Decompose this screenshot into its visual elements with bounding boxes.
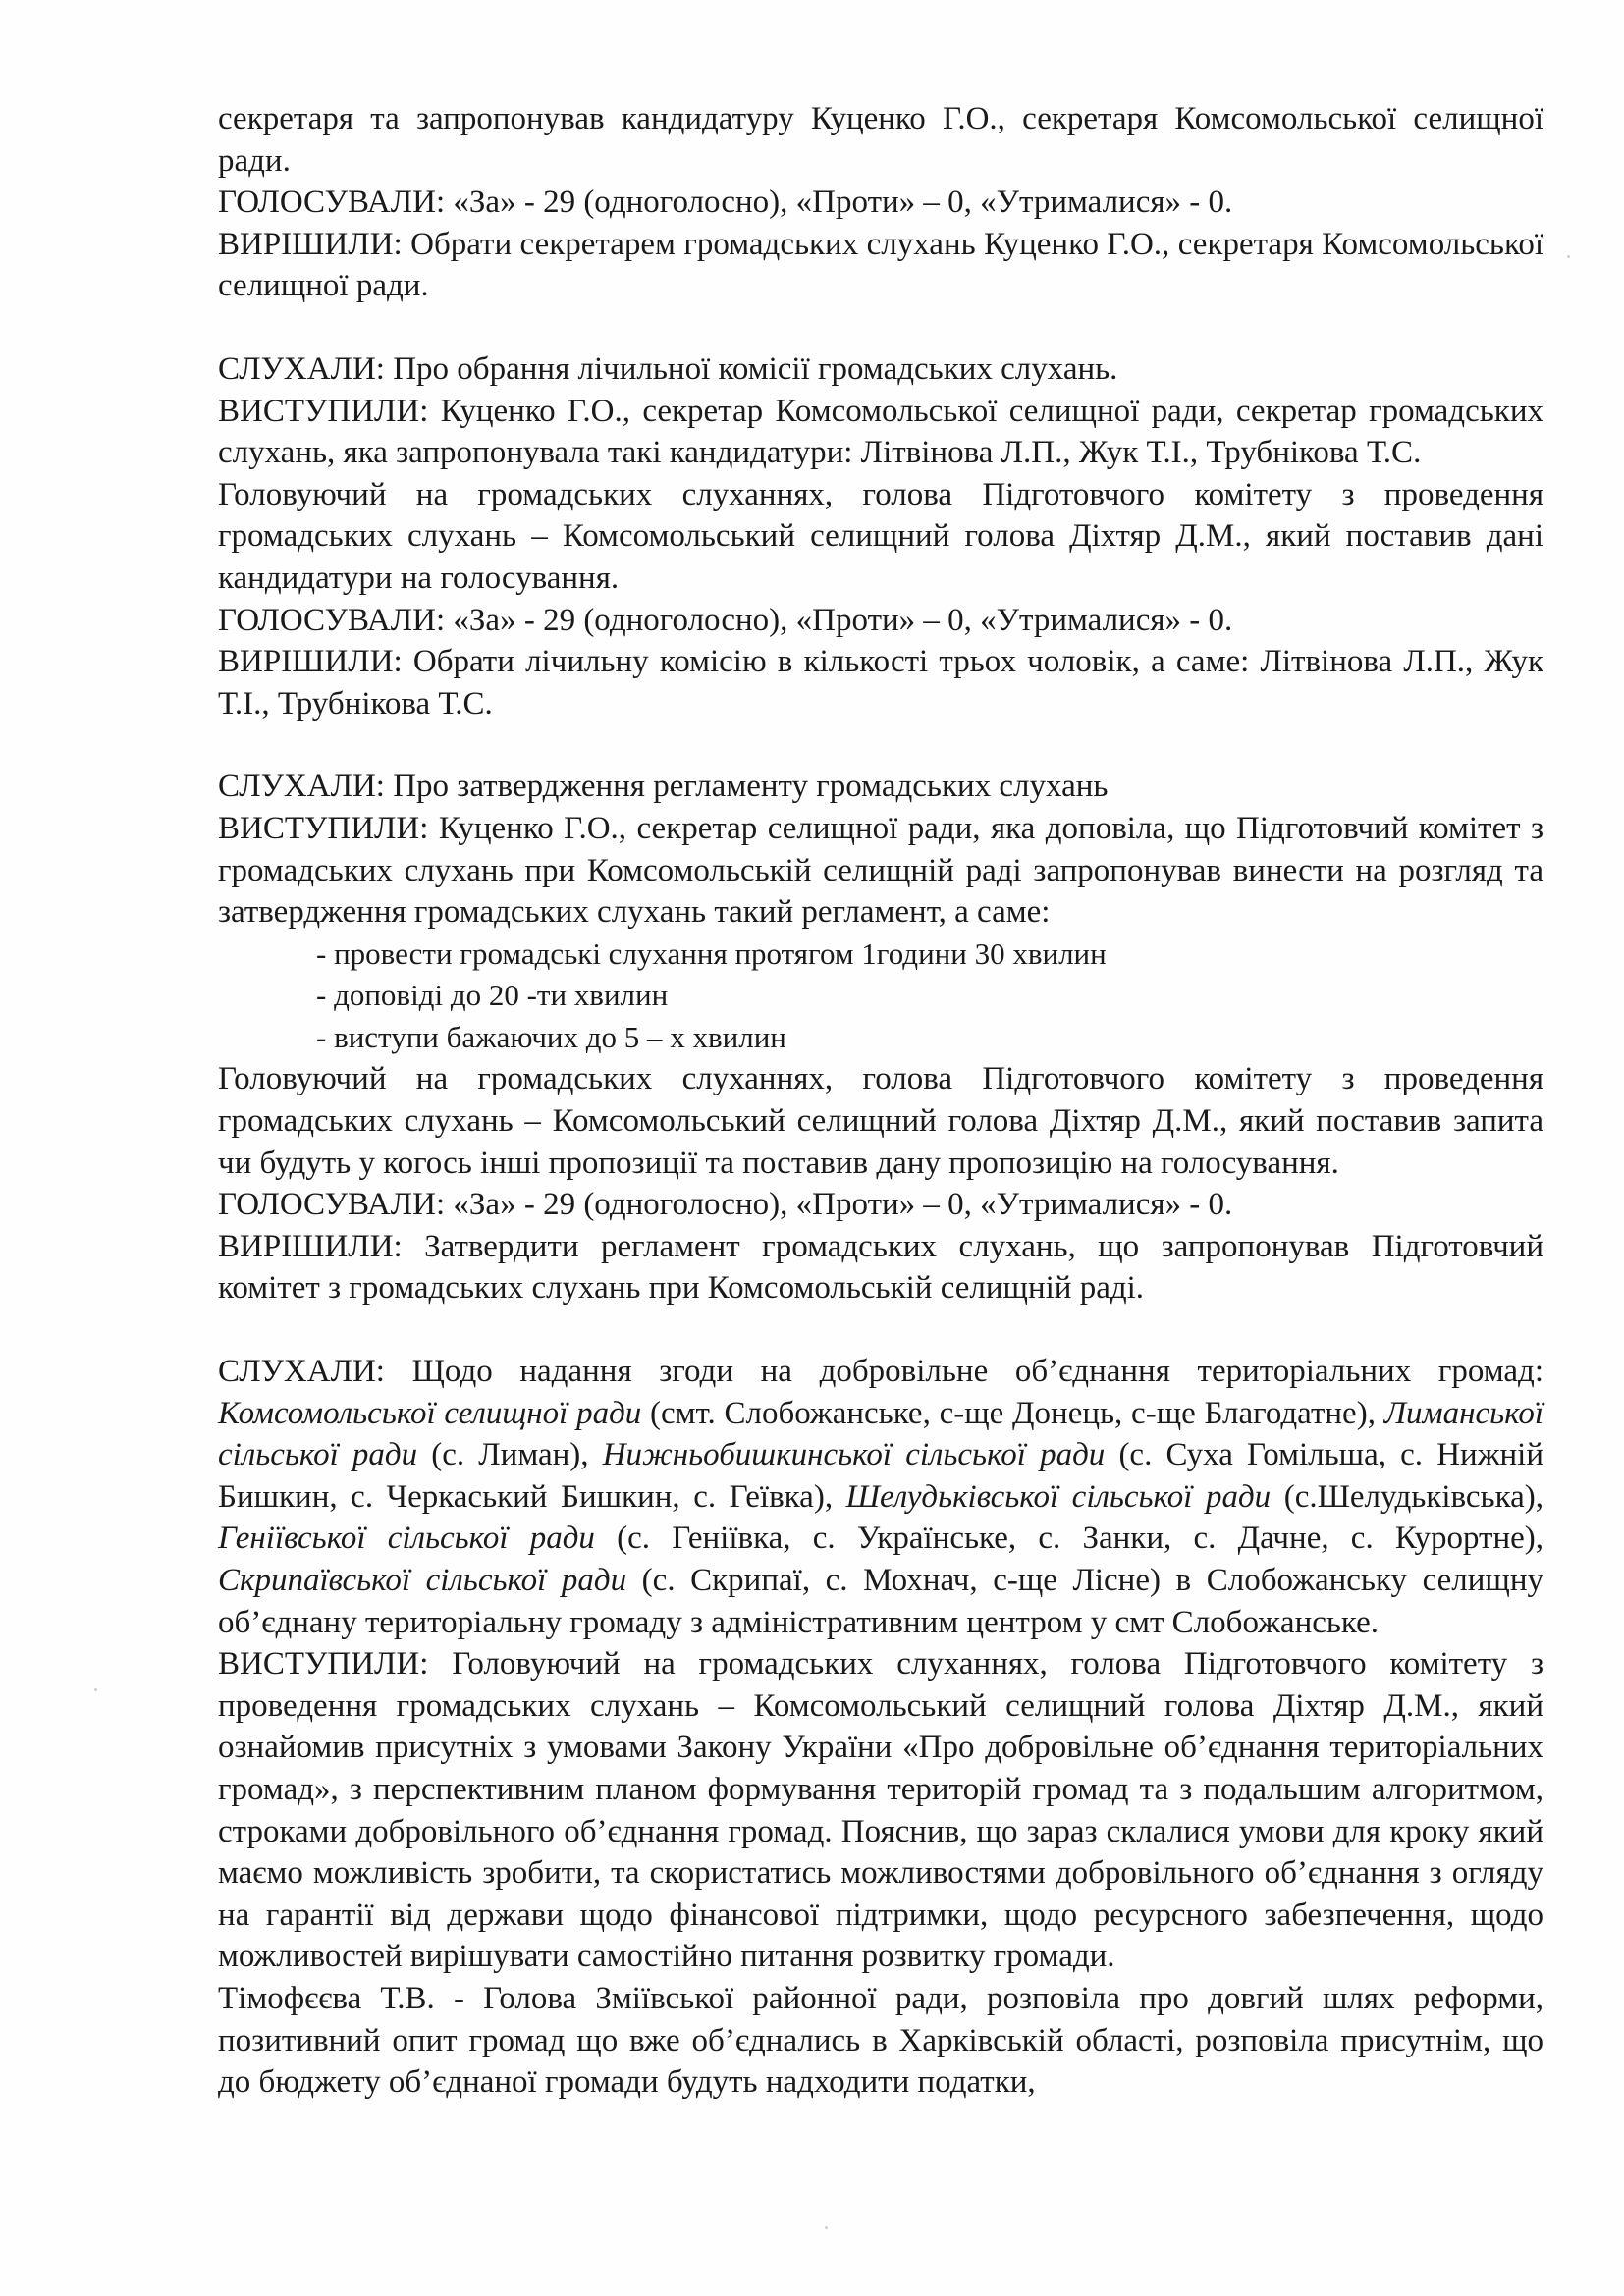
paragraph-heard [218,1351,1543,1643]
scan-speck [825,2226,828,2229]
council-name: Лиманської сільської ради [218,1395,1543,1473]
document-body [218,98,1543,2104]
council-name: Геніївської сільської ради [218,1521,595,1557]
council-places: (с. Скрипаї, с. Мохнач, с-ще Лісне) в Слобожанську селищну об’єднану територіальну громаду з адміністративним центром у смт Слобожанське. [218,1563,1543,1640]
paragraph-timofeeva: Тімофєєва Т.В. - Голова Зміївської районної ради, розповіла про довгий шлях реформи, позитивний опит громад що вже об’єднались в Харківській області, розповіла присутнім, що до бюджету об’єднаної громади будуть надходити податки, [218,1980,1543,2101]
council-places: (с.Шелудьківська), [1271,1478,1543,1515]
scan-speck [1567,255,1570,258]
council-name: Шелудьківської сільської ради [845,1478,1272,1515]
scan-speck [94,1688,97,1691]
section-regulations [218,766,1543,1309]
paragraph-chair: Головуючий на громадських слуханнях, голова Підготовчого комітету з проведення громадських слухань – Комсомольський селищний голова Діхтяр Д.М., який поставив запита чи будуть у когось інші пропозиції та поставив дану пропозицію на голосування. [218,1061,1543,1181]
paragraph-continuation: секретаря та запропонував кандидатуру Куценко Г.О., секретаря Комсомольської селищної ради. [218,101,1543,179]
paragraph-heard: СЛУХАЛИ: Про обрання лічильної комісії громадських слухань. [218,350,1118,387]
paragraph-spoke: ВИСТУПИЛИ: Головуючий на громадських слуханнях, голова Підготовчого комітету з проведення громадських слухань – Комсомольський селищний голова Діхтяр Д.М., який ознайомив присутніх з умовами Закону України «Про добровільне об’єднання територіальних громад», з перспективним планом формування територій громад та з подальшим алгоритмом, строками добровільного об’єднання громад. Пояснив, що зараз склалися умови для кроку який маємо можливість зробити, та скористатись можливостями добровільного об’єднання з огляду на гарантії від держави щодо фінансової підтримки, щодо ресурсного забезпечення, щодо можливостей вирішувати самостійно питання розвитку громади. [218,1646,1543,1975]
council-places: (с. Лиман), [417,1437,603,1473]
list-item: - виступи бажаючих до 5 – х хвилин [316,1019,786,1054]
paragraph-decided: ВИРІШИЛИ: Обрати секретарем громадських слухань Куценко Г.О., секретаря Комсомольської селищної ради. [218,226,1543,304]
paragraph-spoke: ВИСТУПИЛИ: Куценко Г.О., секретар селищної ради, яка доповіла, що Підготовчий комітет з громадських слухань при Комсомольській селищній раді запропонував винести на розгляд та затвердження громадських слухань такий регламент, а саме: [218,810,1543,931]
section-secretary-election [218,98,1543,307]
section-community-merger [218,1351,1543,2104]
council-name: Скрипаївської сільської ради [218,1563,627,1598]
paragraph-decided: ВИРІШИЛИ: Затвердити регламент громадських слухань, що запропонував Підготовчий комітет з громадських слухань при Комсомольській селищній раді. [218,1228,1543,1307]
paragraph-decided: ВИРІШИЛИ: Обрати лічильну комісію в кількості трьох чоловік, а саме: Літвінова Л.П., Жук Т.І., Трубнікова Т.С. [218,644,1543,721]
section-counting-commission [218,348,1543,724]
council-name: Нижньобишкинської сільської ради [602,1437,1106,1473]
council-places: (с. Геніївка, с. Українське, с. Занки, с. Дачне, с. Курортне), [594,1521,1543,1557]
paragraph-voted: ГОЛОСУВАЛИ: «За» - 29 (одноголосно), «Проти» – 0, «Утрималися» - 0. [218,602,1233,638]
paragraph-chair: Головуючий на громадських слуханнях, голова Підготовчого комітету з проведення громадських слухань – Комсомольський селищний голова Діхтяр Д.М., який поставив дані кандидатури на голосування. [218,476,1543,596]
council-places: (с. Суха Гомільша, с. Нижній Бишкин, с. Черкаський Бишкин, с. Геївка), [218,1437,1543,1515]
council-places: (смт. Слобожанське, с-ще Донець, с-ще Благодатне), [641,1395,1384,1431]
paragraph-heard: СЛУХАЛИ: Про затвердження регламенту громадських слухань [218,769,1109,805]
regulations-list [218,934,1543,1059]
heard-intro: СЛУХАЛИ: Щодо надання згоди на добровільне об’єднання територіальних громад: [218,1354,1543,1390]
paragraph-voted: ГОЛОСУВАЛИ: «За» - 29 (одноголосно), «Проти» – 0, «Утрималися» - 0. [218,185,1233,221]
paragraph-voted: ГОЛОСУВАЛИ: «За» - 29 (одноголосно), «Проти» – 0, «Утрималися» - 0. [218,1187,1233,1223]
paragraph-spoke: ВИСТУПИЛИ: Куценко Г.О., секретар Комсомольської селищної ради, секретар громадських слухань, яка запропонувала такі кандидатури: Літвінова Л.П., Жук Т.І., Трубнікова Т.С. [218,393,1543,471]
council-name: Комсомольської селищної ради [218,1395,642,1431]
list-item: - доповіді до 20 -ти хвилин [316,978,669,1013]
list-item: - провести громадські слухання протягом 1години 30 хвилин [316,935,1107,971]
